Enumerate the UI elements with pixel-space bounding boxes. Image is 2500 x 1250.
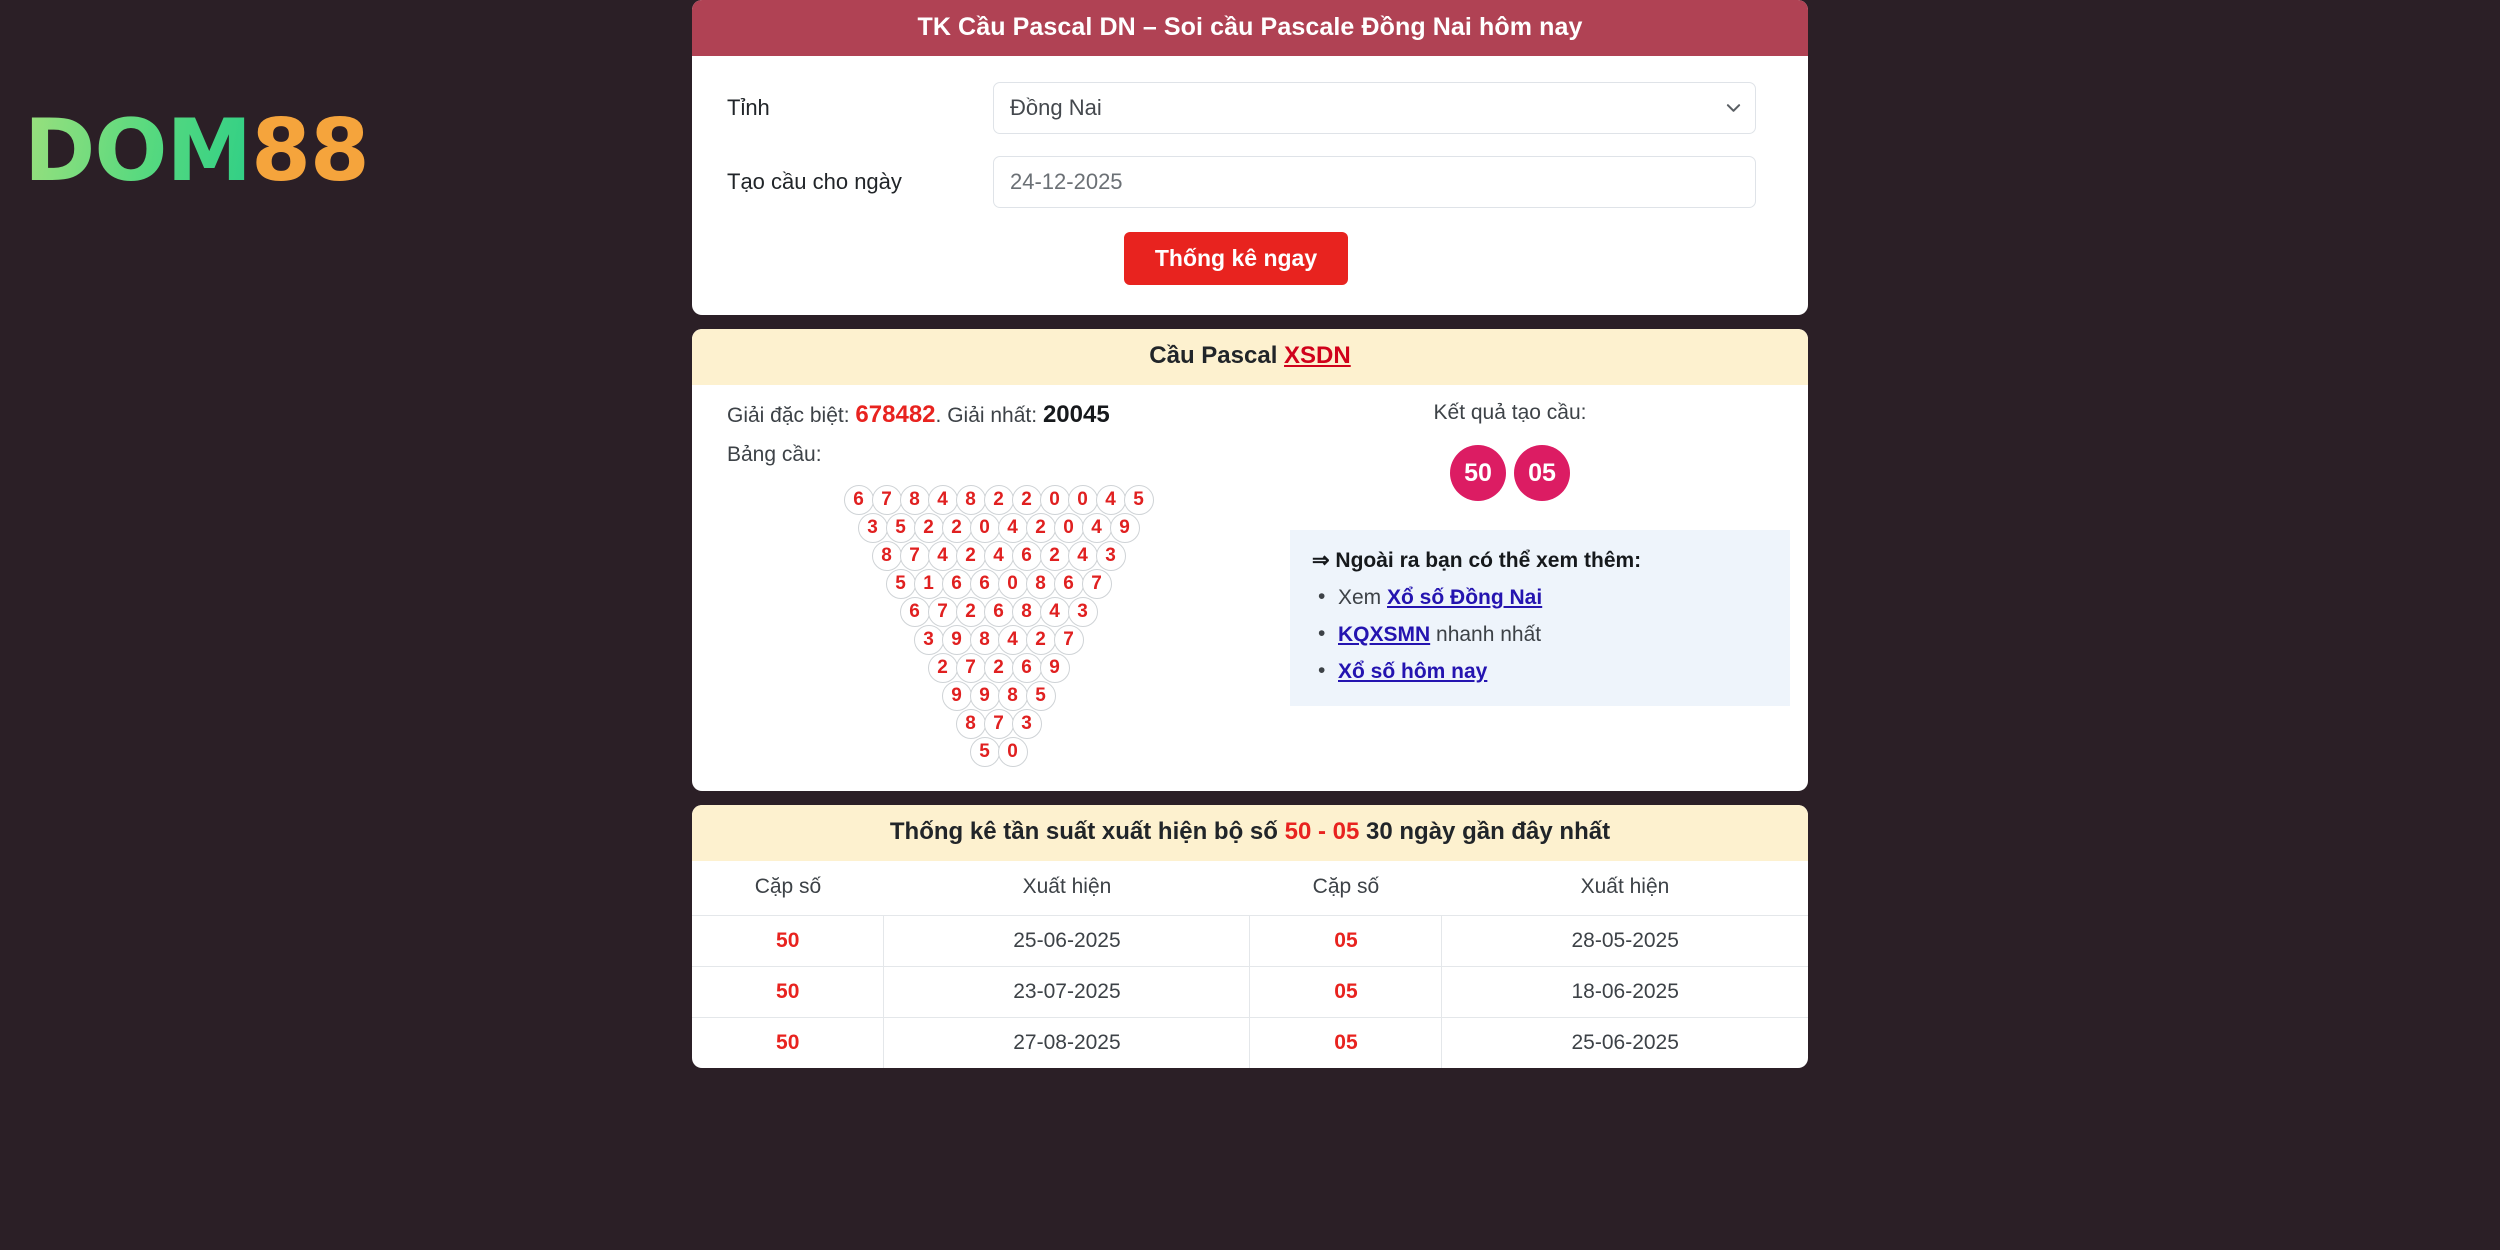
extra-link[interactable]: Xổ số hôm nay — [1338, 660, 1488, 683]
statistics-submit-button[interactable]: Thống kê ngay — [1124, 232, 1348, 285]
pyramid-digit: 6 — [1012, 541, 1042, 571]
pascal-result-card — [692, 329, 1808, 791]
pyramid-row — [845, 485, 1153, 515]
list-item — [1312, 660, 1768, 684]
list-item — [1312, 623, 1768, 647]
bang-cau-label: Bảng cầu: — [727, 443, 822, 466]
cell-date: 18-06-2025 — [1442, 967, 1808, 1018]
column-header: Xuất hiện — [1580, 875, 1670, 898]
pyramid-digit: 5 — [970, 737, 1000, 767]
pyramid-digit: 8 — [956, 485, 986, 515]
date-row — [710, 156, 1790, 208]
pyramid-digit: 6 — [900, 597, 930, 627]
pyramid-digit: 3 — [914, 625, 944, 655]
pyramid-digit: 6 — [942, 569, 972, 599]
pyramid-digit: 2 — [984, 653, 1014, 683]
stats-title-prefix: Thống kê tần suất xuất hiện bộ số — [889, 818, 1278, 845]
frequency-table — [692, 861, 1808, 1068]
date-input[interactable] — [993, 156, 1756, 208]
stats-title-pair-a: 50 — [1284, 818, 1312, 845]
pascal-right-column — [1270, 401, 1790, 765]
cell-pair: 50 — [692, 916, 884, 967]
site-logo[interactable] — [24, 101, 369, 201]
pyramid-digit: 8 — [970, 625, 1000, 655]
xsdn-link[interactable]: XSDN — [1284, 342, 1351, 369]
pyramid-digit: 8 — [872, 541, 902, 571]
pyramid-row — [859, 513, 1139, 543]
column-header: Cặp số — [1312, 875, 1380, 898]
first-prize-value: 20045 — [1042, 401, 1110, 428]
pyramid-digit: 0 — [1054, 513, 1084, 543]
pyramid-digit: 7 — [900, 541, 930, 571]
pyramid-digit: 3 — [1012, 709, 1042, 739]
result-ball: 05 — [1514, 445, 1570, 501]
stats-title-suffix: 30 ngày gần đây nhất — [1366, 818, 1611, 845]
pyramid-digit: 7 — [1054, 625, 1084, 655]
pyramid-digit: 1 — [914, 569, 944, 599]
pyramid-digit: 5 — [1026, 681, 1056, 711]
extra-links-heading: ⇒ Ngoài ra bạn có thể xem thêm: — [1312, 549, 1642, 572]
pyramid-digit: 8 — [1026, 569, 1056, 599]
pyramid-digit: 2 — [1026, 513, 1056, 543]
pyramid-digit: 7 — [1082, 569, 1112, 599]
pyramid-digit: 8 — [998, 681, 1028, 711]
pyramid-digit: 7 — [928, 597, 958, 627]
pyramid-row — [915, 625, 1083, 655]
pyramid-digit: 5 — [886, 569, 916, 599]
extra-link[interactable]: KQXSMN — [1338, 623, 1431, 646]
logo-text-88: 88 — [251, 101, 369, 201]
pyramid-digit: 2 — [1012, 485, 1042, 515]
pyramid-digit: 6 — [844, 485, 874, 515]
special-prize-value: 678482 — [855, 401, 936, 428]
pyramid-digit: 9 — [942, 625, 972, 655]
pyramid-digit: 2 — [1026, 625, 1056, 655]
chevron-down-icon — [1726, 101, 1741, 116]
table-body — [692, 916, 1808, 1069]
pyramid-digit: 2 — [984, 485, 1014, 515]
stats-title-dash: - — [1317, 818, 1326, 845]
pyramid-digit: 2 — [928, 653, 958, 683]
pyramid-digit: 4 — [1096, 485, 1126, 515]
pyramid-digit: 8 — [1012, 597, 1042, 627]
pyramid-digit: 6 — [1054, 569, 1084, 599]
pyramid-digit: 9 — [1040, 653, 1070, 683]
pyramid-digit: 9 — [1110, 513, 1140, 543]
pyramid-digit: 4 — [1082, 513, 1112, 543]
result-label: Kết quả tạo cầu: — [1433, 401, 1587, 424]
pyramid-row — [887, 569, 1111, 599]
pyramid-digit: 7 — [984, 709, 1014, 739]
form-area — [692, 56, 1808, 315]
table-row — [692, 1018, 1808, 1069]
pyramid-digit: 2 — [1040, 541, 1070, 571]
pyramid-row — [929, 653, 1069, 683]
pascal-pyramid — [727, 485, 1270, 765]
column-header: Xuất hiện — [1022, 875, 1112, 898]
pyramid-digit: 8 — [900, 485, 930, 515]
cell-pair: 05 — [1250, 916, 1442, 967]
pyramid-digit: 4 — [998, 625, 1028, 655]
pyramid-digit: 3 — [1096, 541, 1126, 571]
column-header: Cặp số — [754, 875, 822, 898]
pyramid-digit: 2 — [942, 513, 972, 543]
main-column — [692, 0, 1808, 1068]
prize-line — [727, 401, 1270, 429]
pyramid-digit: 4 — [984, 541, 1014, 571]
pyramid-digit: 5 — [886, 513, 916, 543]
table-row — [692, 916, 1808, 967]
cell-date: 28-05-2025 — [1442, 916, 1808, 967]
pyramid-row — [901, 597, 1097, 627]
stats-section-title — [692, 805, 1808, 861]
cell-pair: 05 — [1250, 1018, 1442, 1069]
prize-separator: . — [935, 404, 942, 427]
pyramid-digit: 2 — [914, 513, 944, 543]
extra-links-box — [1290, 530, 1790, 706]
pyramid-row — [873, 541, 1125, 571]
cell-pair: 50 — [692, 1018, 884, 1069]
pyramid-digit: 2 — [956, 597, 986, 627]
province-selected-value: Đồng Nai — [1010, 95, 1102, 120]
result-balls — [1290, 445, 1790, 501]
pyramid-digit: 7 — [872, 485, 902, 515]
pyramid-row — [971, 737, 1027, 767]
special-prize-label: Giải đặc biệt: — [727, 404, 850, 427]
table-header-row — [692, 861, 1808, 916]
submit-row — [710, 232, 1790, 285]
pyramid-digit: 3 — [1068, 597, 1098, 627]
pyramid-digit: 0 — [1040, 485, 1070, 515]
list-item — [1312, 586, 1768, 610]
pyramid-digit: 8 — [956, 709, 986, 739]
pyramid-digit: 0 — [998, 737, 1028, 767]
pyramid-digit: 2 — [956, 541, 986, 571]
logo-text-dom: DOM — [24, 101, 252, 201]
pascal-left-column — [710, 401, 1270, 765]
pyramid-digit: 4 — [928, 485, 958, 515]
stats-title-pair-b: 05 — [1332, 818, 1360, 845]
cell-pair: 05 — [1250, 967, 1442, 1018]
pyramid-digit: 0 — [970, 513, 1000, 543]
cell-date: 23-07-2025 — [884, 967, 1250, 1018]
pyramid-digit: 4 — [998, 513, 1028, 543]
cell-date: 27-08-2025 — [884, 1018, 1250, 1069]
date-label: Tạo cầu cho ngày — [727, 169, 902, 194]
first-prize-label: Giải nhất: — [947, 404, 1038, 427]
cell-date: 25-06-2025 — [884, 916, 1250, 967]
pyramid-digit: 6 — [984, 597, 1014, 627]
pyramid-digit: 7 — [956, 653, 986, 683]
pyramid-row — [943, 681, 1055, 711]
pascal-section-title — [692, 329, 1808, 385]
pyramid-digit: 6 — [1012, 653, 1042, 683]
cell-pair: 50 — [692, 967, 884, 1018]
list-item-prefix: Xem — [1338, 586, 1388, 609]
extra-links-list — [1312, 586, 1768, 684]
pyramid-digit: 9 — [942, 681, 972, 711]
pyramid-digit: 6 — [970, 569, 1000, 599]
pyramid-row — [957, 709, 1041, 739]
pyramid-digit: 9 — [970, 681, 1000, 711]
date-input-value: 24-12-2025 — [1010, 169, 1123, 194]
frequency-stats-card — [692, 805, 1808, 1068]
pyramid-digit: 4 — [928, 541, 958, 571]
list-item-suffix: nhanh nhất — [1430, 623, 1542, 646]
extra-link[interactable]: Xổ số Đồng Nai — [1387, 586, 1543, 609]
pyramid-digit: 4 — [1068, 541, 1098, 571]
pascal-body — [692, 385, 1808, 791]
pascal-section-title-text: Cầu Pascal — [1149, 342, 1278, 369]
pyramid-digit: 0 — [998, 569, 1028, 599]
pascal-form-card — [692, 0, 1808, 315]
result-ball: 50 — [1450, 445, 1506, 501]
cell-date: 25-06-2025 — [1442, 1018, 1808, 1069]
pyramid-digit: 4 — [1040, 597, 1070, 627]
pyramid-digit: 3 — [858, 513, 888, 543]
page-title: TK Cầu Pascal DN – Soi cầu Pascale Đồng Nai hôm nay — [692, 0, 1808, 56]
province-label: Tỉnh — [727, 95, 770, 120]
pyramid-digit: 5 — [1124, 485, 1154, 515]
table-row — [692, 967, 1808, 1018]
province-row — [710, 82, 1790, 134]
pyramid-digit: 0 — [1068, 485, 1098, 515]
province-select[interactable] — [993, 82, 1756, 134]
